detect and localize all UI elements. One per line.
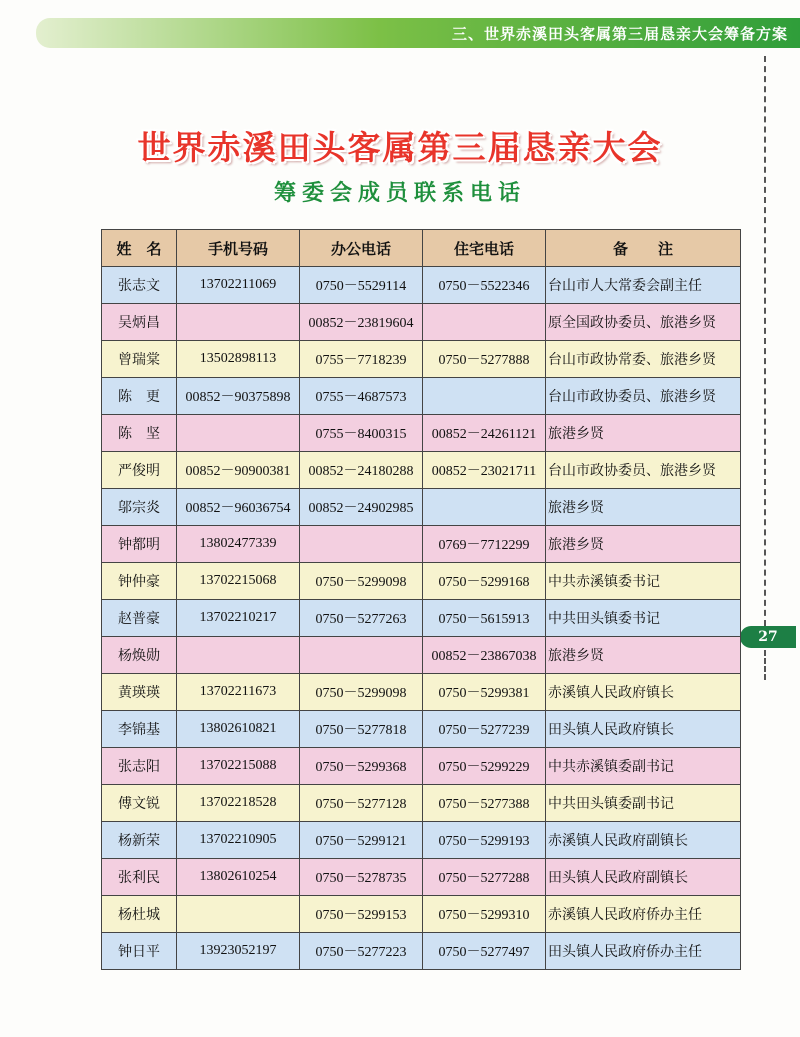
cell-home: 00852－23021711 xyxy=(423,452,546,489)
cell-name: 赵普豪 xyxy=(102,600,177,637)
cell-office xyxy=(300,526,423,563)
cell-mobile: 13702211673 xyxy=(177,674,300,711)
cell-office: 0750－5299153 xyxy=(300,896,423,933)
table-row xyxy=(102,600,741,637)
cell-name: 李锦基 xyxy=(102,711,177,748)
cell-name: 张志文 xyxy=(102,267,177,304)
cell-mobile: 00852－90900381 xyxy=(177,452,300,489)
header-mobile: 手机号码 xyxy=(177,230,300,267)
cell-home: 0750－5277288 xyxy=(423,859,546,896)
cell-name: 黄瑛瑛 xyxy=(102,674,177,711)
cell-mobile xyxy=(177,637,300,674)
cell-mobile: 13802610254 xyxy=(177,859,300,896)
section-title: 三、世界赤溪田头客属第三届恳亲大会筹备方案 xyxy=(451,25,788,43)
table-row xyxy=(102,526,741,563)
cell-note: 台山市政协委员、旅港乡贤 xyxy=(546,452,741,489)
cell-mobile: 00852－90375898 xyxy=(177,378,300,415)
page-number: 27 xyxy=(740,626,796,648)
table-row xyxy=(102,341,741,378)
cell-home: 0750－5277888 xyxy=(423,341,546,378)
cell-home: 0750－5299193 xyxy=(423,822,546,859)
cell-name: 钟仲豪 xyxy=(102,563,177,600)
contacts-table xyxy=(101,229,741,970)
table-body xyxy=(102,267,741,970)
cell-mobile xyxy=(177,896,300,933)
cell-home: 0750－5277497 xyxy=(423,933,546,970)
cell-office: 0750－5278735 xyxy=(300,859,423,896)
cell-office: 0750－5299098 xyxy=(300,563,423,600)
cell-office: 0750－5277263 xyxy=(300,600,423,637)
cell-mobile: 00852－96036754 xyxy=(177,489,300,526)
cell-home: 0750－5299168 xyxy=(423,563,546,600)
cell-name: 钟日平 xyxy=(102,933,177,970)
cell-mobile: 13802477339 xyxy=(177,526,300,563)
page-subtitle: 筹委会成员联系电话 xyxy=(273,181,526,206)
cell-mobile: 13923052197 xyxy=(177,933,300,970)
table-row xyxy=(102,637,741,674)
header-name: 姓 名 xyxy=(102,230,177,267)
cell-office: 00852－24180288 xyxy=(300,452,423,489)
cell-office: 0750－5277128 xyxy=(300,785,423,822)
table-row xyxy=(102,748,741,785)
table-row xyxy=(102,378,741,415)
cell-office: 0750－5299098 xyxy=(300,674,423,711)
cell-name: 张利民 xyxy=(102,859,177,896)
cell-note: 赤溪镇人民政府侨办主任 xyxy=(546,896,741,933)
cell-mobile: 13702218528 xyxy=(177,785,300,822)
cell-name: 陈 更 xyxy=(102,378,177,415)
table-row xyxy=(102,896,741,933)
cell-name: 严俊明 xyxy=(102,452,177,489)
cell-note: 田头镇人民政府侨办主任 xyxy=(546,933,741,970)
cell-name: 曾瑞棠 xyxy=(102,341,177,378)
margin-dashed-line-lower xyxy=(764,650,766,680)
cell-home: 0750－5299310 xyxy=(423,896,546,933)
cell-home xyxy=(423,378,546,415)
cell-note: 田头镇人民政府镇长 xyxy=(546,711,741,748)
table-row xyxy=(102,267,741,304)
cell-note: 赤溪镇人民政府镇长 xyxy=(546,674,741,711)
cell-name: 陈 坚 xyxy=(102,415,177,452)
header-office: 办公电话 xyxy=(300,230,423,267)
cell-note: 中共赤溪镇委书记 xyxy=(546,563,741,600)
cell-mobile: 13702210217 xyxy=(177,600,300,637)
cell-mobile: 13702215068 xyxy=(177,563,300,600)
cell-name: 杨新荣 xyxy=(102,822,177,859)
cell-name: 钟都明 xyxy=(102,526,177,563)
cell-office: 00852－23819604 xyxy=(300,304,423,341)
cell-note: 原全国政协委员、旅港乡贤 xyxy=(546,304,741,341)
table-header-row xyxy=(102,230,741,267)
cell-office: 0755－8400315 xyxy=(300,415,423,452)
cell-name: 吴炳昌 xyxy=(102,304,177,341)
cell-name: 邬宗炎 xyxy=(102,489,177,526)
cell-home: 0750－5615913 xyxy=(423,600,546,637)
cell-office: 0750－5277223 xyxy=(300,933,423,970)
cell-office: 0750－5299121 xyxy=(300,822,423,859)
header-note: 备 注 xyxy=(546,230,741,267)
cell-note: 中共田头镇委书记 xyxy=(546,600,741,637)
cell-note: 旅港乡贤 xyxy=(546,415,741,452)
table-row xyxy=(102,785,741,822)
cell-office xyxy=(300,637,423,674)
cell-home: 0769－7712299 xyxy=(423,526,546,563)
cell-note: 台山市人大常委会副主任 xyxy=(546,267,741,304)
cell-home xyxy=(423,489,546,526)
cell-note: 旅港乡贤 xyxy=(546,489,741,526)
table-row xyxy=(102,933,741,970)
cell-office: 00852－24902985 xyxy=(300,489,423,526)
cell-home: 00852－23867038 xyxy=(423,637,546,674)
cell-mobile: 13802610821 xyxy=(177,711,300,748)
cell-home: 0750－5299229 xyxy=(423,748,546,785)
header-home: 住宅电话 xyxy=(423,230,546,267)
cell-office: 0755－4687573 xyxy=(300,378,423,415)
cell-home: 0750－5277388 xyxy=(423,785,546,822)
page-title: 世界赤溪田头客属第三届恳亲大会 xyxy=(137,128,663,167)
cell-name: 张志阳 xyxy=(102,748,177,785)
cell-home: 0750－5277239 xyxy=(423,711,546,748)
cell-home: 0750－5522346 xyxy=(423,267,546,304)
cell-mobile xyxy=(177,304,300,341)
table-row xyxy=(102,415,741,452)
cell-note: 田头镇人民政府副镇长 xyxy=(546,859,741,896)
cell-office: 0755－7718239 xyxy=(300,341,423,378)
table-row xyxy=(102,304,741,341)
table-row xyxy=(102,563,741,600)
table-row xyxy=(102,674,741,711)
cell-office: 0750－5277818 xyxy=(300,711,423,748)
cell-note: 中共赤溪镇委副书记 xyxy=(546,748,741,785)
table-row xyxy=(102,822,741,859)
cell-mobile: 13702215088 xyxy=(177,748,300,785)
cell-name: 傅文锐 xyxy=(102,785,177,822)
cell-note: 台山市政协委员、旅港乡贤 xyxy=(546,378,741,415)
cell-mobile: 13702210905 xyxy=(177,822,300,859)
cell-home: 00852－24261121 xyxy=(423,415,546,452)
cell-office: 0750－5299368 xyxy=(300,748,423,785)
cell-note: 旅港乡贤 xyxy=(546,637,741,674)
cell-office: 0750－5529114 xyxy=(300,267,423,304)
cell-mobile xyxy=(177,415,300,452)
cell-name: 杨焕勋 xyxy=(102,637,177,674)
table-row xyxy=(102,859,741,896)
cell-home: 0750－5299381 xyxy=(423,674,546,711)
cell-note: 中共田头镇委副书记 xyxy=(546,785,741,822)
cell-note: 台山市政协常委、旅港乡贤 xyxy=(546,341,741,378)
cell-home xyxy=(423,304,546,341)
cell-mobile: 13702211069 xyxy=(177,267,300,304)
table-row xyxy=(102,489,741,526)
cell-name: 杨杜城 xyxy=(102,896,177,933)
cell-mobile: 13502898113 xyxy=(177,341,300,378)
cell-note: 赤溪镇人民政府副镇长 xyxy=(546,822,741,859)
section-header-bar xyxy=(36,18,800,48)
cell-note: 旅港乡贤 xyxy=(546,526,741,563)
table-row xyxy=(102,452,741,489)
table-row xyxy=(102,711,741,748)
